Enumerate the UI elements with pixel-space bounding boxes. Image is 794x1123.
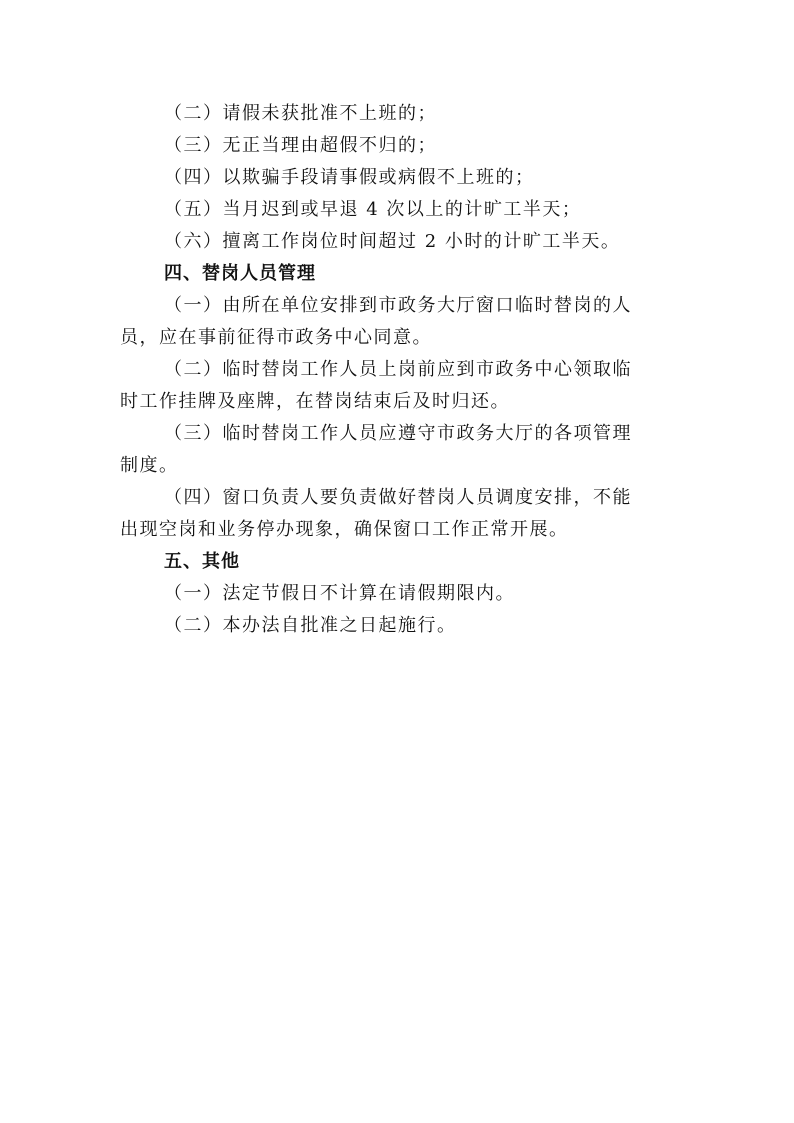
clause-2-unapproved-leave: （二）请假未获批准不上班的；	[164, 103, 437, 124]
document-body	[120, 98, 674, 642]
substitute-clause-3-line-2: 制度。	[120, 455, 179, 476]
substitute-clause-2-line-1: （二）临时替岗工作人员上岗前应到市政务中心领取临	[164, 359, 632, 380]
clause-6-leaving-post: （六）擅离工作岗位时间超过 2 小时的计旷工半天。	[164, 231, 621, 252]
clause-4-fraudulent-leave: （四）以欺骗手段请事假或病假不上班的；	[164, 167, 535, 188]
substitute-clause-3-line-1: （三）临时替岗工作人员应遵守市政务大厅的各项管理	[164, 423, 632, 444]
section-heading-substitute-staff: 四、替岗人员管理	[164, 263, 316, 284]
substitute-clause-2-line-2: 时工作挂牌及座牌，在替岗结束后及时归还。	[120, 391, 510, 412]
clause-3-overstayed-leave: （三）无正当理由超假不归的；	[164, 135, 437, 156]
clause-5-late-arrival: （五）当月迟到或早退 4 次以上的计旷工半天；	[164, 199, 582, 220]
substitute-clause-4-line-1: （四）窗口负责人要负责做好替岗人员调度安排，不能	[164, 487, 632, 508]
substitute-clause-4-line-2: 出现空岗和业务停办现象，确保窗口工作正常开展。	[120, 519, 569, 540]
substitute-clause-1-line-2: 员，应在事前征得市政务中心同意。	[120, 327, 432, 348]
other-clause-1-holidays: （一）法定节假日不计算在请假期限内。	[164, 583, 515, 604]
substitute-clause-1-line-1: （一）由所在单位安排到市政务大厅窗口临时替岗的人	[164, 295, 632, 316]
other-clause-2-effective-date: （二）本办法自批准之日起施行。	[164, 615, 457, 636]
section-heading-other: 五、其他	[164, 551, 240, 572]
